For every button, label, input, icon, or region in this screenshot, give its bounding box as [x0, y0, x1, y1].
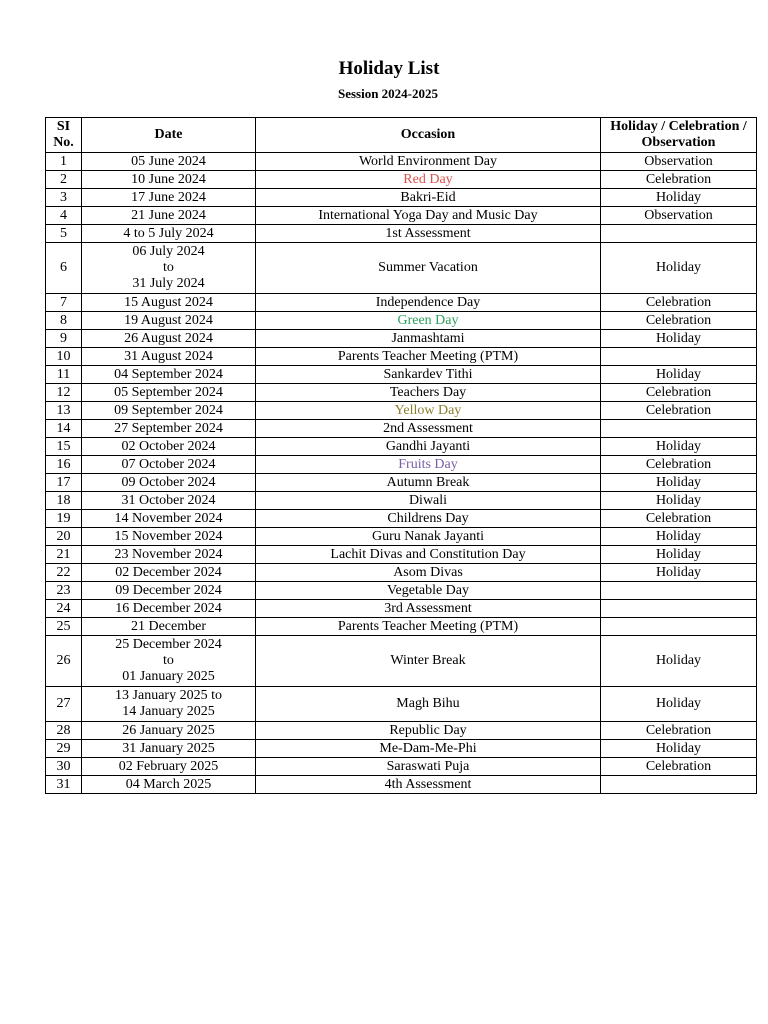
- date-line: 25 December 2024: [115, 637, 222, 652]
- table-row: [46, 153, 757, 171]
- cell-type: Celebration: [601, 171, 757, 189]
- cell-sl-no: 9: [46, 330, 82, 348]
- cell-type: Holiday: [601, 330, 757, 348]
- cell-sl-no: 25: [46, 618, 82, 636]
- cell-type: Celebration: [601, 402, 757, 420]
- cell-sl-no: 17: [46, 474, 82, 492]
- cell-occasion: Diwali: [256, 492, 601, 510]
- cell-occasion: Asom Divas: [256, 564, 601, 582]
- header-type: Holiday / Celebration / Observation: [601, 118, 757, 153]
- table-row: [46, 528, 757, 546]
- cell-occasion: Yellow Day: [256, 402, 601, 420]
- cell-occasion: World Environment Day: [256, 153, 601, 171]
- cell-occasion: Me-Dam-Me-Phi: [256, 740, 601, 758]
- table-row: [46, 618, 757, 636]
- date-line: 01 January 2025: [122, 669, 215, 684]
- cell-occasion: Janmashtami: [256, 330, 601, 348]
- cell-type: [601, 582, 757, 600]
- cell-type: Celebration: [601, 312, 757, 330]
- cell-occasion: Autumn Break: [256, 474, 601, 492]
- cell-sl-no: 8: [46, 312, 82, 330]
- cell-occasion: Red Day: [256, 171, 601, 189]
- date-line: 14 January 2025: [122, 704, 215, 719]
- cell-type: Celebration: [601, 758, 757, 776]
- cell-date: [82, 687, 256, 722]
- cell-type: Holiday: [601, 438, 757, 456]
- cell-sl-no: 23: [46, 582, 82, 600]
- session-subtitle: Session 2024-2025: [337, 86, 439, 101]
- table-row: [46, 722, 757, 740]
- cell-date: 02 October 2024: [82, 438, 256, 456]
- cell-occasion: Lachit Divas and Constitution Day: [256, 546, 601, 564]
- cell-date: 15 November 2024: [82, 528, 256, 546]
- table-row: [46, 243, 757, 294]
- table-row: [46, 687, 757, 722]
- cell-occasion: International Yoga Day and Music Day: [256, 207, 601, 225]
- cell-sl-no: 19: [46, 510, 82, 528]
- table-row: [46, 171, 757, 189]
- cell-date: 27 September 2024: [82, 420, 256, 438]
- cell-type: Holiday: [601, 189, 757, 207]
- cell-sl-no: 12: [46, 384, 82, 402]
- cell-occasion: Sankardev Tithi: [256, 366, 601, 384]
- date-line: 06 July 2024: [132, 244, 205, 259]
- cell-occasion: Teachers Day: [256, 384, 601, 402]
- cell-date: 05 September 2024: [82, 384, 256, 402]
- cell-type: [601, 618, 757, 636]
- cell-sl-no: 4: [46, 207, 82, 225]
- cell-sl-no: 11: [46, 366, 82, 384]
- cell-type: Holiday: [601, 243, 757, 294]
- cell-sl-no: 3: [46, 189, 82, 207]
- cell-occasion: Winter Break: [256, 636, 601, 687]
- table-row: [46, 582, 757, 600]
- page-title: Holiday List: [338, 58, 440, 79]
- cell-date: 21 December: [82, 618, 256, 636]
- cell-date: 07 October 2024: [82, 456, 256, 474]
- cell-occasion: Fruits Day: [256, 456, 601, 474]
- cell-sl-no: 27: [46, 687, 82, 722]
- cell-date: 21 June 2024: [82, 207, 256, 225]
- cell-sl-no: 18: [46, 492, 82, 510]
- cell-sl-no: 6: [46, 243, 82, 294]
- table-row: [46, 366, 757, 384]
- cell-date: 14 November 2024: [82, 510, 256, 528]
- cell-date: 15 August 2024: [82, 294, 256, 312]
- cell-sl-no: 16: [46, 456, 82, 474]
- cell-sl-no: 28: [46, 722, 82, 740]
- cell-type: Holiday: [601, 546, 757, 564]
- cell-date: 23 November 2024: [82, 546, 256, 564]
- table-row: [46, 776, 757, 794]
- cell-date: [82, 636, 256, 687]
- cell-sl-no: 7: [46, 294, 82, 312]
- table-row: [46, 225, 757, 243]
- table-row: [46, 312, 757, 330]
- cell-sl-no: 15: [46, 438, 82, 456]
- cell-type: Holiday: [601, 492, 757, 510]
- cell-sl-no: 31: [46, 776, 82, 794]
- cell-sl-no: 1: [46, 153, 82, 171]
- cell-type: [601, 225, 757, 243]
- table-row: [46, 207, 757, 225]
- table-row: [46, 758, 757, 776]
- table-row: [46, 438, 757, 456]
- cell-type: [601, 420, 757, 438]
- cell-type: Observation: [601, 153, 757, 171]
- cell-sl-no: 26: [46, 636, 82, 687]
- table-row: [46, 456, 757, 474]
- cell-occasion: 1st Assessment: [256, 225, 601, 243]
- cell-occasion: Republic Day: [256, 722, 601, 740]
- table-row: [46, 564, 757, 582]
- table-row: [46, 740, 757, 758]
- cell-date: 04 March 2025: [82, 776, 256, 794]
- table-row: [46, 510, 757, 528]
- cell-date: 31 August 2024: [82, 348, 256, 366]
- cell-type: Celebration: [601, 384, 757, 402]
- table-row: [46, 636, 757, 687]
- cell-date: 04 September 2024: [82, 366, 256, 384]
- cell-sl-no: 22: [46, 564, 82, 582]
- cell-occasion: Summer Vacation: [256, 243, 601, 294]
- cell-type: Observation: [601, 207, 757, 225]
- cell-type: [601, 348, 757, 366]
- cell-occasion: Magh Bihu: [256, 687, 601, 722]
- cell-sl-no: 5: [46, 225, 82, 243]
- table-row: [46, 492, 757, 510]
- table-row: [46, 330, 757, 348]
- cell-date: 17 June 2024: [82, 189, 256, 207]
- cell-type: Holiday: [601, 636, 757, 687]
- cell-date: 09 September 2024: [82, 402, 256, 420]
- cell-date: [82, 243, 256, 294]
- header-sl-no: SI No.: [46, 118, 82, 153]
- cell-date: 02 December 2024: [82, 564, 256, 582]
- cell-date: 09 October 2024: [82, 474, 256, 492]
- cell-type: Holiday: [601, 366, 757, 384]
- cell-date: 05 June 2024: [82, 153, 256, 171]
- cell-occasion: Parents Teacher Meeting (PTM): [256, 618, 601, 636]
- cell-type: Holiday: [601, 528, 757, 546]
- cell-type: Holiday: [601, 474, 757, 492]
- table-row: [46, 294, 757, 312]
- cell-date: 10 June 2024: [82, 171, 256, 189]
- cell-occasion: 3rd Assessment: [256, 600, 601, 618]
- cell-occasion: Green Day: [256, 312, 601, 330]
- cell-type: Celebration: [601, 510, 757, 528]
- cell-occasion: Vegetable Day: [256, 582, 601, 600]
- cell-date: 16 December 2024: [82, 600, 256, 618]
- date-line: 31 July 2024: [132, 276, 205, 291]
- cell-type: Holiday: [601, 564, 757, 582]
- cell-occasion: 2nd Assessment: [256, 420, 601, 438]
- table-row: [46, 600, 757, 618]
- cell-type: Celebration: [601, 456, 757, 474]
- header-date: Date: [82, 118, 256, 153]
- cell-type: Celebration: [601, 294, 757, 312]
- header-occasion: Occasion: [256, 118, 601, 153]
- date-line: to: [163, 260, 174, 275]
- cell-sl-no: 14: [46, 420, 82, 438]
- table-row: [46, 348, 757, 366]
- cell-occasion: 4th Assessment: [256, 776, 601, 794]
- cell-type: Holiday: [601, 740, 757, 758]
- cell-type: Celebration: [601, 722, 757, 740]
- cell-sl-no: 13: [46, 402, 82, 420]
- cell-occasion: Childrens Day: [256, 510, 601, 528]
- cell-occasion: Gandhi Jayanti: [256, 438, 601, 456]
- cell-sl-no: 20: [46, 528, 82, 546]
- cell-type: Holiday: [601, 687, 757, 722]
- table-body: [46, 153, 757, 794]
- cell-occasion: Independence Day: [256, 294, 601, 312]
- cell-sl-no: 2: [46, 171, 82, 189]
- cell-date: 26 January 2025: [82, 722, 256, 740]
- cell-occasion: Saraswati Puja: [256, 758, 601, 776]
- cell-date: 09 December 2024: [82, 582, 256, 600]
- cell-occasion: Parents Teacher Meeting (PTM): [256, 348, 601, 366]
- cell-sl-no: 10: [46, 348, 82, 366]
- table-row: [46, 384, 757, 402]
- cell-date: 4 to 5 July 2024: [82, 225, 256, 243]
- table-row: [46, 474, 757, 492]
- cell-sl-no: 30: [46, 758, 82, 776]
- table-row: [46, 420, 757, 438]
- cell-type: [601, 776, 757, 794]
- date-line: 13 January 2025 to: [115, 688, 222, 703]
- cell-date: 31 October 2024: [82, 492, 256, 510]
- cell-type: [601, 600, 757, 618]
- cell-date: 31 January 2025: [82, 740, 256, 758]
- cell-sl-no: 29: [46, 740, 82, 758]
- cell-occasion: Bakri-Eid: [256, 189, 601, 207]
- cell-occasion: Guru Nanak Jayanti: [256, 528, 601, 546]
- cell-date: 02 February 2025: [82, 758, 256, 776]
- holiday-table: [45, 117, 757, 794]
- date-line: to: [163, 653, 174, 668]
- table-row: [46, 546, 757, 564]
- cell-date: 19 August 2024: [82, 312, 256, 330]
- cell-date: 26 August 2024: [82, 330, 256, 348]
- table-row: [46, 189, 757, 207]
- cell-sl-no: 21: [46, 546, 82, 564]
- cell-sl-no: 24: [46, 600, 82, 618]
- table-row: [46, 402, 757, 420]
